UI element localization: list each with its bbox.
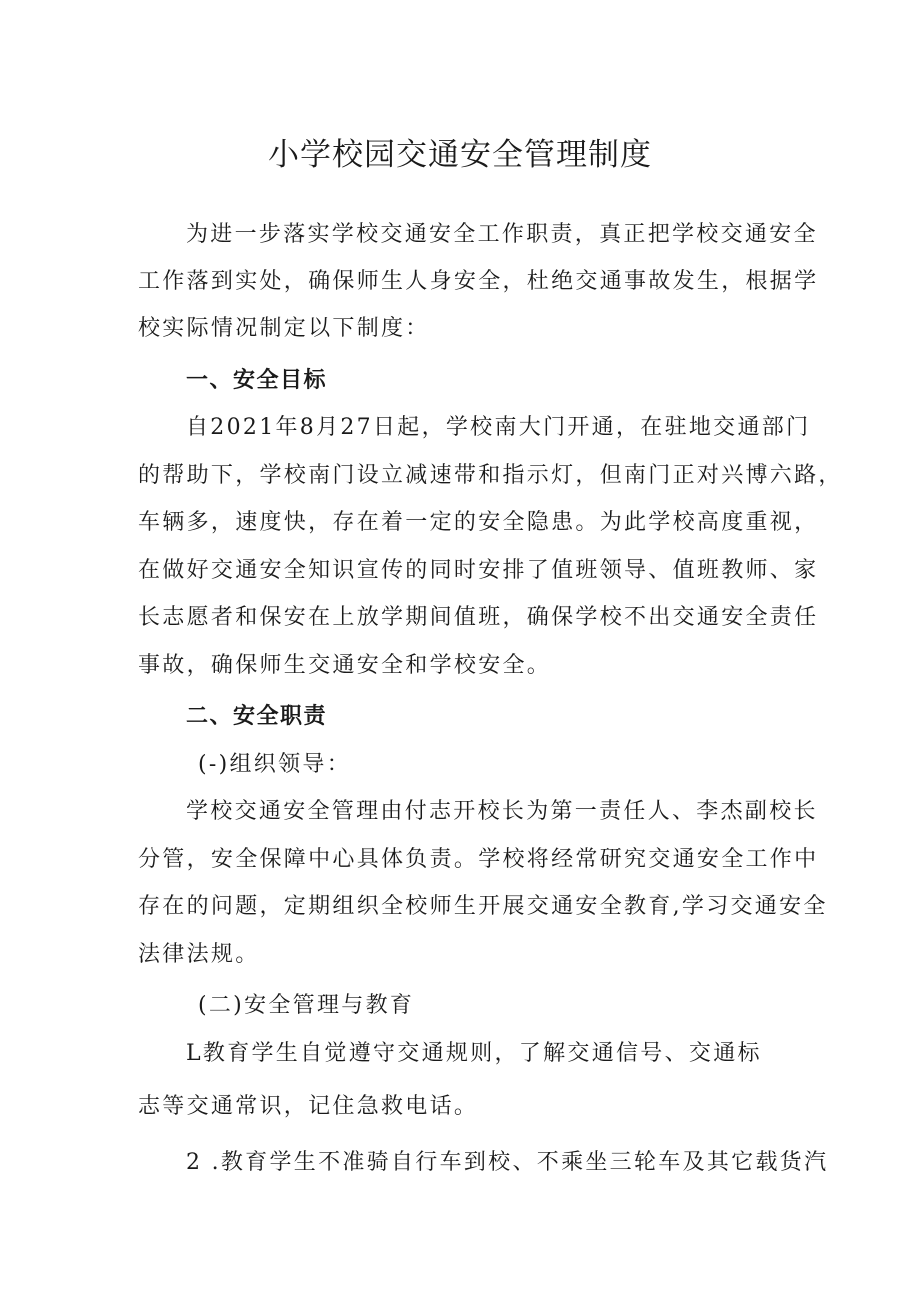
sub1-line-2: 分管，安全保障中心具体负责。学校将经常研究交通安全工作中 <box>138 847 819 872</box>
item1-line-1: L教育学生自觉遵守交通规则，了解交通信号、交通标 <box>186 1041 762 1066</box>
section1-line-6: 事故，确保师生交通安全和学校安全。 <box>138 653 552 678</box>
intro-line-1: 为进一步落实学校交通安全工作职责，真正把学校交通安全 <box>186 222 818 247</box>
item2-line-1: 2 .教育学生不准骑自行车到校、不乘坐三轮车及其它载货汽 <box>186 1150 829 1175</box>
section1-line-5: 长志愿者和保安在上放学期间值班，确保学校不出交通安全责任 <box>138 605 819 630</box>
section1-line-2: 的帮助下，学校南门设立减速带和指示灯，但南门正对兴博六路， <box>138 463 843 488</box>
subsection-heading-organization: (-)组织领导： <box>198 752 351 777</box>
subsection-heading-management-education: (二)安全管理与教育 <box>198 993 415 1018</box>
sub1-line-3: 存在的问题，定期组织全校师生开展交通安全教育,学习交通安全 <box>138 894 828 919</box>
section1-line-4: 在做好交通安全知识宣传的同时安排了值班领导、值班教师、家 <box>138 558 819 583</box>
document-title: 小学校园交通安全管理制度 <box>268 137 652 173</box>
section-heading-safety-duties: 二、安全职责 <box>186 704 328 729</box>
section-heading-safety-goal: 一、安全目标 <box>186 368 328 393</box>
sub1-line-1: 学校交通安全管理由付志开校长为第一责任人、李杰副校长 <box>186 799 818 824</box>
section1-line-3: 车辆多，速度快，存在着一定的安全隐患。为此学校高度重视， <box>138 510 819 535</box>
item1-line-2: 志等交通常识，记住急救电话。 <box>138 1094 479 1119</box>
section1-line-1: 自2021年8月27日起，学校南大门开通，在驻地交通部门 <box>186 415 811 440</box>
intro-line-2: 工作落到实处，确保师生人身安全，杜绝交通事故发生，根据学 <box>138 269 819 294</box>
sub1-line-4: 法律法规。 <box>138 942 260 967</box>
intro-line-3: 校实际情况制定以下制度： <box>138 316 430 341</box>
